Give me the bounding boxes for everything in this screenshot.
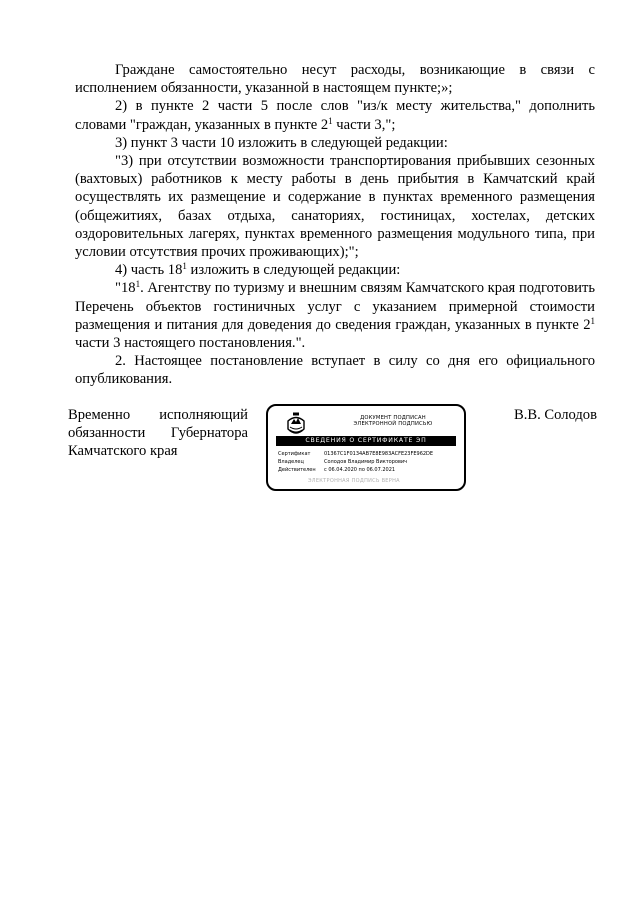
paragraph-1-text: Граждане самостоятельно несут расходы, возникающие в связи с исполнением обязанности, указанной в настоящем пункте;»; — [75, 62, 595, 97]
superscript: 1 — [135, 279, 141, 290]
stamp-row-key: Действителен — [278, 467, 316, 473]
paragraph-1 — [75, 61, 595, 97]
superscript: 1 — [182, 261, 187, 272]
stamp-header-line: ДОКУМЕНТ ПОДПИСАН — [360, 415, 426, 421]
superscript: 1 — [328, 115, 333, 126]
stamp-watermark: ЭЛЕКТРОННАЯ ПОДПИСЬ ВЕРНА — [308, 478, 400, 484]
stamp-row-key: Сертификат — [278, 451, 311, 457]
stamp-details — [278, 450, 463, 474]
paragraph-2-text: 2) в пункте 2 части 5 после слов "из/к месту жительства," дополнить словами "граждан, указанных в пункте 2 — [75, 98, 595, 133]
paragraph-6-text-mid: . Агентству по туризму и внешним связям Камчатского края подготовить Перечень объектов гостиничных услуг с указанием примерной стоимости размещения и питания для доведения до сведения граждан, указанных в пункте 2 — [75, 280, 595, 333]
paragraph-7 — [75, 352, 595, 388]
stamp-row-value: с 06.04.2020 по 06.07.2021 — [324, 467, 396, 473]
paragraph-2-text-end: части 3,"; — [332, 116, 396, 133]
paragraph-3 — [75, 134, 595, 152]
signatory-title — [68, 406, 248, 461]
stamp-row-validity — [278, 466, 463, 474]
signatory-name: В.В. Солодов — [513, 407, 597, 423]
signatory-title-line: Камчатского края — [68, 443, 178, 460]
paragraph-4-text: "3) при отсутствии возможности транспортирования прибывших сезонных (вахтовых) работников к месту работы в день прибытия в Камчатский край осуществлять их размещение и содержание в пунктах временного размещения (общежитиях, базах отдыха, санаториях, гостиницах, хостелах, детских оздоровительных лагерях, пунктах временного размещения модульного типа, при условии отсутствия прочих проживающих);"; — [75, 153, 595, 261]
paragraph-5 — [75, 261, 595, 279]
stamp-certificate-bar: СВЕДЕНИЯ О СЕРТИФИКАТЕ ЭП — [276, 436, 456, 446]
signature-block — [65, 404, 600, 494]
paragraph-6 — [75, 279, 595, 352]
signatory-title-line: Временно исполняющий — [68, 407, 248, 423]
coat-of-arms-icon — [285, 412, 307, 438]
stamp-row-certificate — [278, 450, 463, 458]
document-body — [75, 61, 595, 389]
signatory-title-line: обязанности Губернатора — [68, 425, 248, 442]
paragraph-5-text-end: изложить в следующей редакции: — [186, 262, 401, 279]
stamp-row-key: Владелец — [278, 459, 304, 465]
stamp-header — [328, 415, 458, 428]
stamp-row-value: Солодов Владимир Викторович — [324, 459, 408, 465]
paragraph-7-text: 2. Настоящее постановление вступает в силу со дня его официального опубликования. — [75, 353, 595, 388]
paragraph-6-text: "18 — [115, 280, 136, 297]
stamp-row-value: 01367C1F0134AB7E8E983ACFE23FE962DE — [324, 451, 434, 457]
stamp-row-owner — [278, 458, 463, 466]
stamp-header-line: ЭЛЕКТРОННОЙ ПОДПИСЬЮ — [353, 421, 433, 428]
paragraph-4 — [75, 152, 595, 261]
paragraph-6-text-end: части 3 настоящего постановления.". — [75, 335, 306, 352]
paragraph-3-text: 3) пункт 3 части 10 изложить в следующей редакции: — [115, 134, 448, 151]
paragraph-2 — [75, 97, 595, 133]
superscript: 1 — [590, 315, 595, 326]
electronic-signature-stamp — [266, 404, 466, 491]
paragraph-5-text: 4) часть 18 — [115, 262, 183, 279]
